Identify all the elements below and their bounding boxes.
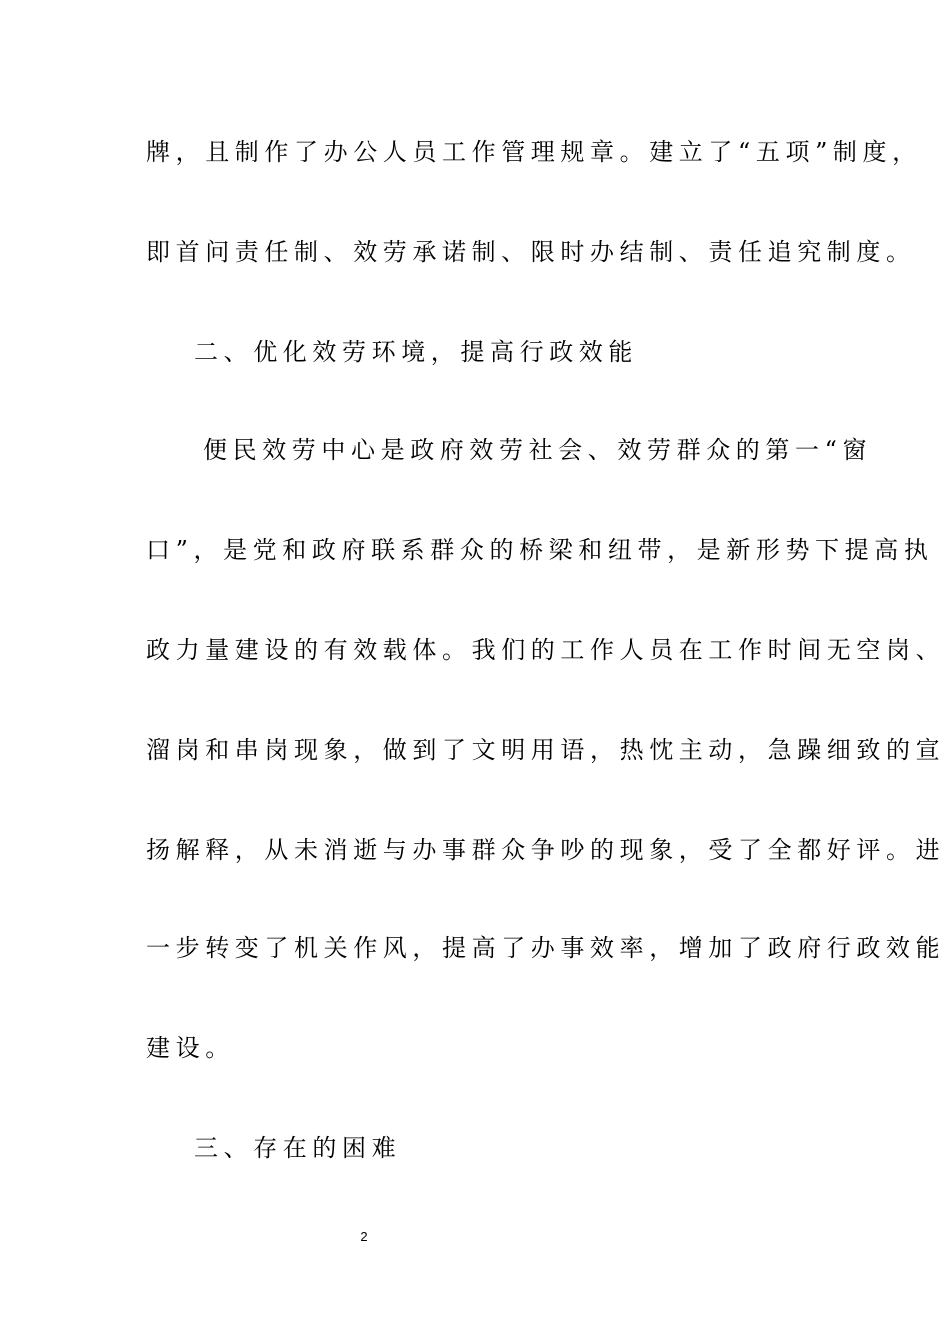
body-text-line: 口”，是党和政府联系群众的桥梁和纽带，是新形势下提高执: [146, 536, 934, 564]
body-text-line: 一步转变了机关作风，提高了办事效率，增加了政府行政效能: [146, 934, 946, 962]
body-text-line: 即首问责任制、效劳承诺制、限时办结制、责任追究制度。: [146, 238, 916, 266]
section-heading: 二、优化效劳环境，提高行政效能: [194, 338, 638, 366]
section-heading: 三、存在的困难: [194, 1134, 402, 1162]
body-text-line: 扬解释，从未消逝与办事群众争吵的现象，受了全都好评。进: [146, 836, 946, 864]
body-text-line: 牌，且制作了办公人员工作管理规章。建立了“五项”制度，: [146, 138, 922, 166]
body-text-line: 便民效劳中心是政府效劳社会、效劳群众的第一“窗: [203, 436, 873, 464]
page-number: 2: [360, 1229, 368, 1244]
body-text-line: 政力量建设的有效载体。我们的工作人员在工作时间无空岗、: [146, 636, 946, 664]
body-text-line: 建设。: [146, 1034, 235, 1062]
body-text-line: 溜岗和串岗现象，做到了文明用语，热忱主动，急躁细致的宣: [146, 736, 946, 764]
